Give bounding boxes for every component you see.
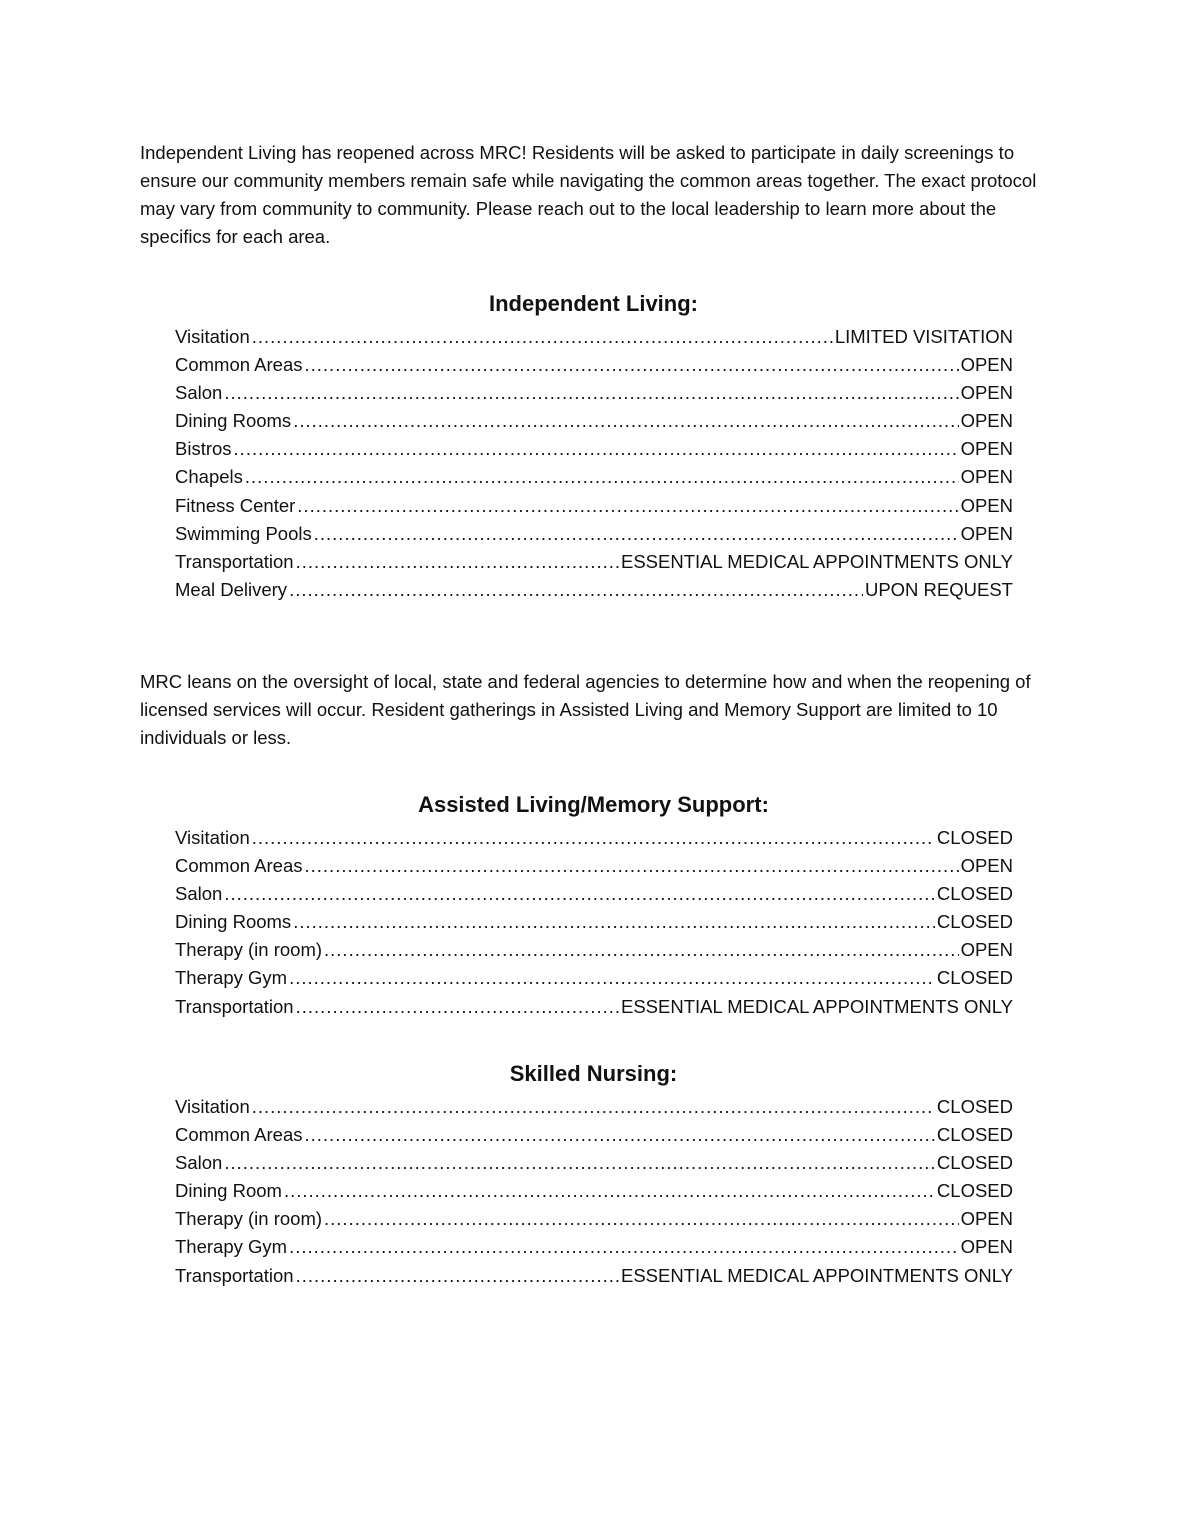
item-label: Swimming Pools [175,522,312,544]
item-label: Common Areas [175,1124,303,1146]
list-item [175,1233,1013,1261]
item-status: UPON REQUEST [864,578,1013,600]
item-status: OPEN [960,855,1013,877]
list-item [175,852,1013,880]
item-label: Fitness Center [175,494,296,516]
list-item [175,1121,1013,1149]
item-label: Transportation [175,550,294,572]
item-label: Common Areas [175,855,303,877]
dot-leader [305,1121,935,1149]
item-status: OPEN [960,1236,1013,1258]
list-item [175,548,1013,576]
skilled-nursing-list [175,1093,1013,1290]
dot-leader [297,492,958,520]
dot-leader [224,880,935,908]
item-status: ESSENTIAL MEDICAL APPOINTMENTS ONLY [620,995,1013,1017]
list-item [175,964,1013,992]
list-item [175,1205,1013,1233]
list-item [175,463,1013,491]
list-item [175,576,1013,604]
dot-leader [289,1233,959,1261]
item-status: ESSENTIAL MEDICAL APPOINTMENTS ONLY [620,550,1013,572]
list-item [175,1093,1013,1121]
item-status: OPEN [960,466,1013,488]
item-label: Transportation [175,1264,294,1286]
item-label: Therapy (in room) [175,1208,323,1230]
item-label: Therapy Gym [175,967,288,989]
dot-leader [224,379,958,407]
dot-leader [293,407,958,435]
item-status: OPEN [960,522,1013,544]
dot-leader [252,824,935,852]
dot-leader [296,1262,619,1290]
list-item [175,351,1013,379]
item-label: Bistros [175,438,232,460]
dot-leader [324,936,959,964]
item-label: Dining Rooms [175,911,292,933]
list-item [175,323,1013,351]
item-label: Therapy Gym [175,1236,288,1258]
item-status: OPEN [960,494,1013,516]
list-item [175,1177,1013,1205]
item-label: Chapels [175,466,243,488]
list-item [175,1262,1013,1290]
item-label: Meal Delivery [175,578,288,600]
dot-leader [314,520,959,548]
item-status: LIMITED VISITATION [834,326,1013,347]
licensed-services-paragraph: MRC leans on the oversight of local, state and federal agencies to determine how and when the reopening of licensed services will occur. Resident gatherings in Assisted Living and Memory Support are limited to 10 individuals or less. [140,671,1031,748]
item-status: OPEN [960,438,1013,460]
item-label: Visitation [175,326,250,347]
dot-leader [284,1177,935,1205]
list-item [175,936,1013,964]
list-item [175,908,1013,936]
assisted-living-list [175,824,1013,1021]
item-status: CLOSED [936,1180,1013,1202]
item-status: OPEN [960,939,1013,961]
independent-living-list [175,323,1013,604]
item-status: OPEN [960,410,1013,432]
list-item [175,1149,1013,1177]
dot-leader [234,435,959,463]
list-item [175,824,1013,852]
dot-leader [224,1149,935,1177]
independent-living-title: Independent Living: [489,291,698,316]
list-item [175,407,1013,435]
item-label: Salon [175,382,223,404]
item-status: CLOSED [936,1096,1013,1117]
list-item [175,993,1013,1021]
item-status: OPEN [960,354,1013,376]
intro-paragraph: Independent Living has reopened across MRC! Residents will be asked to participate in daily screenings to ensure our community members remain safe while navigating the common areas together. The exact protocol may vary from community to community. Please reach out to the local leadership to learn more about the specifics for each area. [140,142,1037,247]
item-label: Dining Rooms [175,410,292,432]
item-status: CLOSED [936,1124,1013,1146]
item-status: CLOSED [936,827,1013,848]
item-label: Dining Room [175,1180,282,1202]
item-label: Visitation [175,1096,250,1117]
dot-leader [296,548,619,576]
item-status: CLOSED [936,967,1013,989]
list-item [175,379,1013,407]
item-label: Therapy (in room) [175,939,323,961]
list-item [175,880,1013,908]
skilled-nursing-title: Skilled Nursing: [509,1061,678,1086]
item-status: OPEN [960,382,1013,404]
list-item [175,435,1013,463]
item-label: Common Areas [175,354,303,376]
dot-leader [252,323,833,351]
item-label: Salon [175,883,223,905]
dot-leader [293,908,935,936]
item-label: Visitation [175,827,250,848]
item-label: Transportation [175,995,294,1017]
item-status: ESSENTIAL MEDICAL APPOINTMENTS ONLY [620,1264,1013,1286]
item-label: Salon [175,1152,223,1174]
item-status: OPEN [960,1208,1013,1230]
list-item [175,492,1013,520]
dot-leader [305,852,959,880]
dot-leader [324,1205,959,1233]
list-item [175,520,1013,548]
dot-leader [245,463,959,491]
dot-leader [296,993,619,1021]
dot-leader [305,351,959,379]
assisted-living-title: Assisted Living/Memory Support: [418,792,769,817]
item-status: CLOSED [936,883,1013,905]
dot-leader [289,964,935,992]
item-status: CLOSED [936,911,1013,933]
dot-leader [252,1093,935,1121]
dot-leader [289,576,863,604]
item-status: CLOSED [936,1152,1013,1174]
